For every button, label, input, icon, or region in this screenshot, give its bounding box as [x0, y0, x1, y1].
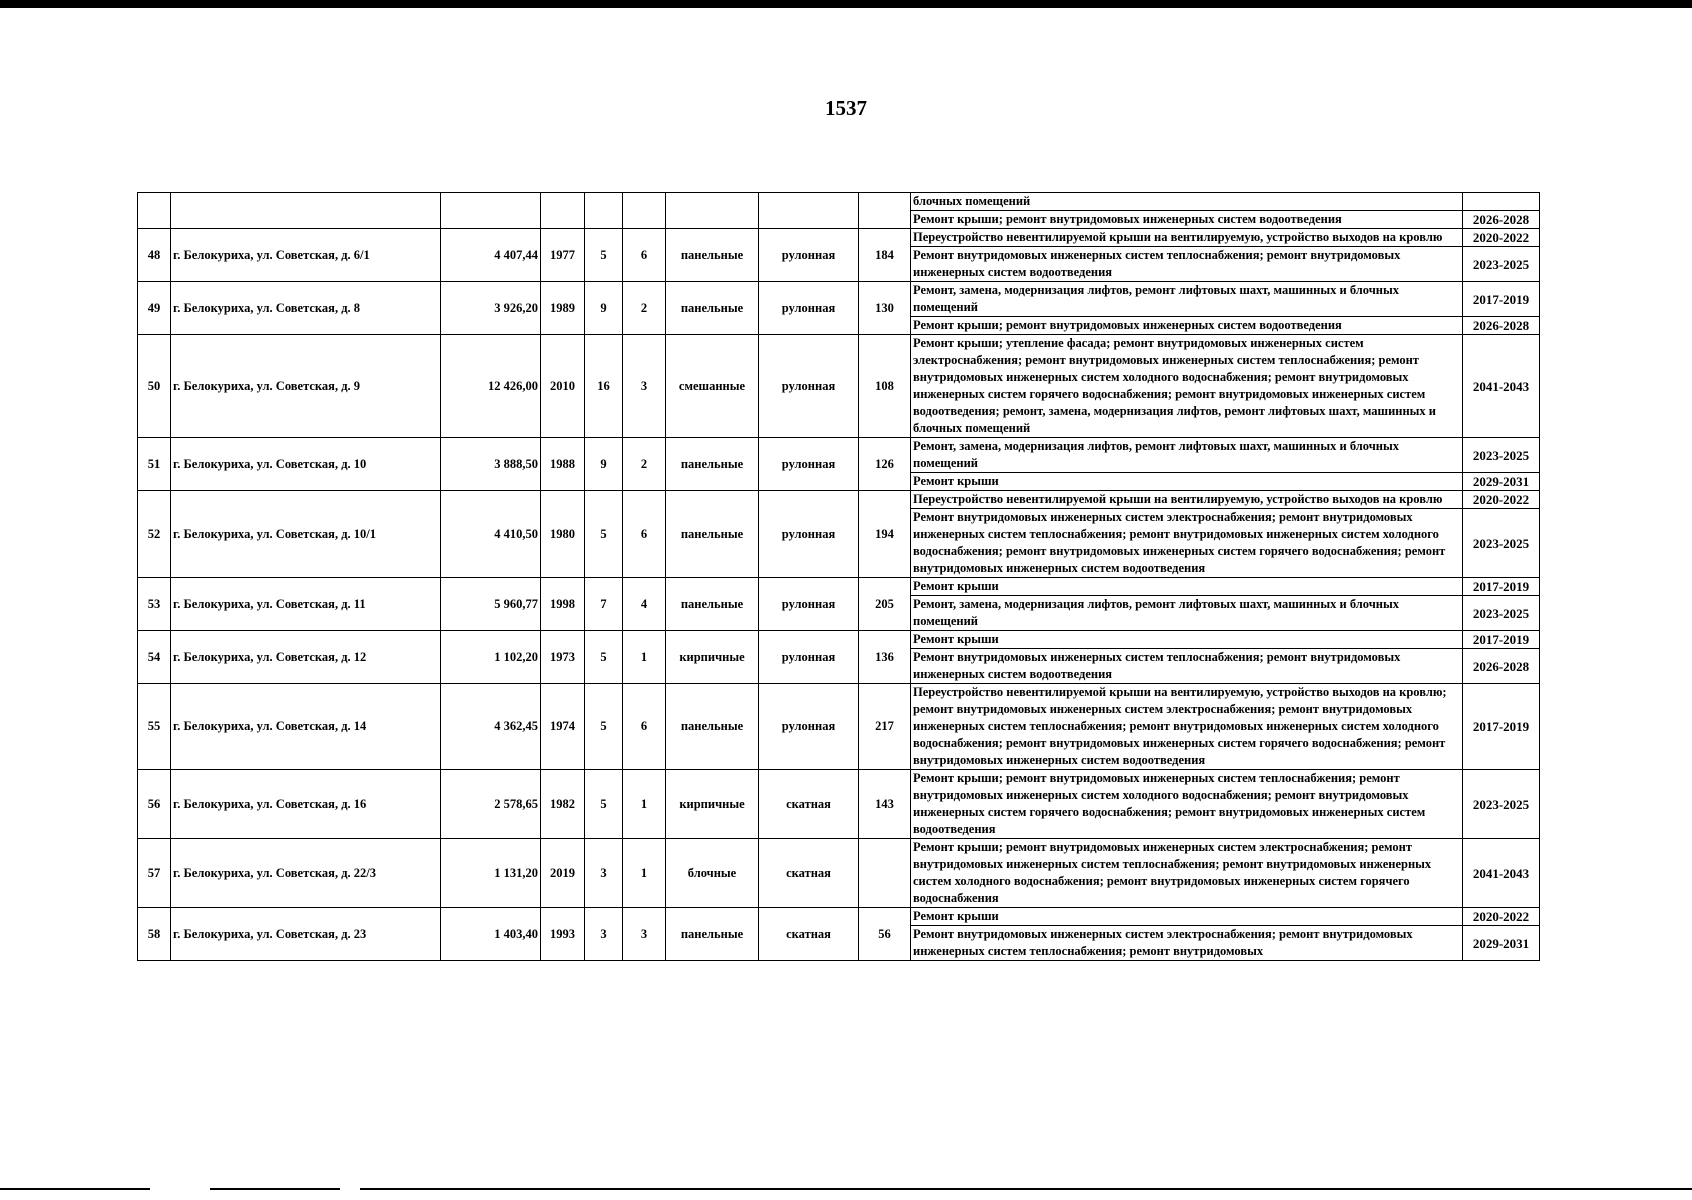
cell-entrances [623, 193, 666, 229]
cell-num: 48 [138, 229, 171, 282]
cell-year: 1993 [541, 908, 585, 961]
cell-roof: рулонная [759, 491, 859, 578]
table-body [138, 193, 1540, 961]
table-row [138, 908, 1540, 926]
cell-address: г. Белокуриха, ул. Советская, д. 6/1 [171, 229, 441, 282]
cell-residents: 205 [859, 578, 911, 631]
cell-work: Ремонт, замена, модернизация лифтов, ремонт лифтовых шахт, машинных и блочных помещений [911, 438, 1463, 473]
cell-address: г. Белокуриха, ул. Советская, д. 8 [171, 282, 441, 335]
cell-address: г. Белокуриха, ул. Советская, д. 9 [171, 335, 441, 438]
cell-walls: панельные [666, 491, 759, 578]
cell-work: Ремонт крыши; ремонт внутридомовых инженерных систем водоотведения [911, 317, 1463, 335]
cell-period: 2023-2025 [1463, 596, 1540, 631]
cell-floors: 5 [585, 684, 623, 770]
cell-year: 1998 [541, 578, 585, 631]
cell-work: Ремонт крыши [911, 908, 1463, 926]
cell-area [441, 193, 541, 229]
cell-area: 5 960,77 [441, 578, 541, 631]
cell-period: 2023-2025 [1463, 247, 1540, 282]
cell-year: 1974 [541, 684, 585, 770]
cell-area: 1 131,20 [441, 839, 541, 908]
cell-floors: 16 [585, 335, 623, 438]
cell-residents: 136 [859, 631, 911, 684]
cell-num: 52 [138, 491, 171, 578]
cell-work: Ремонт крыши; ремонт внутридомовых инженерных систем электроснабжения; ремонт внутридомовых инженерных систем теплоснабжения; ремонт внутридомовых инженерных систем холодного водоснабжения; ремонт внутридомовых инженерных систем горячего водоснабжения [911, 839, 1463, 908]
cell-walls: панельные [666, 282, 759, 335]
cell-floors: 3 [585, 839, 623, 908]
cell-walls: смешанные [666, 335, 759, 438]
cell-address: г. Белокуриха, ул. Советская, д. 12 [171, 631, 441, 684]
cell-residents [859, 193, 911, 229]
cell-num: 58 [138, 908, 171, 961]
cell-work: Ремонт внутридомовых инженерных систем электроснабжения; ремонт внутридомовых инженерных систем теплоснабжения; ремонт внутридомовых [911, 926, 1463, 961]
cell-area: 1 403,40 [441, 908, 541, 961]
cell-walls: кирпичные [666, 631, 759, 684]
cell-year: 1973 [541, 631, 585, 684]
cell-residents [859, 839, 911, 908]
cell-floors: 9 [585, 438, 623, 491]
cell-floors [585, 193, 623, 229]
cell-period [1463, 193, 1540, 211]
table-row [138, 839, 1540, 908]
cell-entrances: 3 [623, 335, 666, 438]
cell-work: Ремонт крыши; утепление фасада; ремонт внутридомовых инженерных систем электроснабжения; ремонт внутридомовых инженерных систем теплоснабжения; ремонт внутридомовых инженерных систем холодного водоснабжения; ремонт внутридомовых инженерных систем горячего водоснабжения; ремонт внутридомовых инженерных систем водоотведения; ремонт, замена, модернизация лифтов, ремонт лифтовых шахт, машинных и блочных помещений [911, 335, 1463, 438]
cell-address [171, 193, 441, 229]
cell-work: Ремонт внутридомовых инженерных систем теплоснабжения; ремонт внутридомовых инженерных систем водоотведения [911, 649, 1463, 684]
cell-period: 2020-2022 [1463, 908, 1540, 926]
cell-address: г. Белокуриха, ул. Советская, д. 10/1 [171, 491, 441, 578]
cell-work: Ремонт крыши [911, 631, 1463, 649]
cell-entrances: 4 [623, 578, 666, 631]
cell-walls [666, 193, 759, 229]
cell-roof [759, 193, 859, 229]
cell-area: 4 407,44 [441, 229, 541, 282]
cell-entrances: 6 [623, 491, 666, 578]
cell-period: 2017-2019 [1463, 282, 1540, 317]
cell-entrances: 6 [623, 229, 666, 282]
cell-num: 57 [138, 839, 171, 908]
cell-entrances: 6 [623, 684, 666, 770]
cell-address: г. Белокуриха, ул. Советская, д. 14 [171, 684, 441, 770]
cell-period: 2020-2022 [1463, 229, 1540, 247]
cell-work: Переустройство невентилируемой крыши на вентилируемую, устройство выходов на кровлю [911, 491, 1463, 509]
cell-floors: 3 [585, 908, 623, 961]
cell-residents: 184 [859, 229, 911, 282]
cell-period: 2017-2019 [1463, 684, 1540, 770]
cell-walls: панельные [666, 684, 759, 770]
cell-period: 2023-2025 [1463, 438, 1540, 473]
cell-walls: панельные [666, 229, 759, 282]
cell-num: 55 [138, 684, 171, 770]
cell-roof: скатная [759, 908, 859, 961]
cell-residents: 143 [859, 770, 911, 839]
table-row [138, 335, 1540, 438]
cell-address: г. Белокуриха, ул. Советская, д. 22/3 [171, 839, 441, 908]
cell-period: 2020-2022 [1463, 491, 1540, 509]
cell-work: Ремонт крыши; ремонт внутридомовых инженерных систем водоотведения [911, 211, 1463, 229]
cell-address: г. Белокуриха, ул. Советская, д. 16 [171, 770, 441, 839]
cell-work: блочных помещений [911, 193, 1463, 211]
cell-work: Ремонт крыши; ремонт внутридомовых инженерных систем теплоснабжения; ремонт внутридомовых инженерных систем холодного водоснабжения; ремонт внутридомовых инженерных систем горячего водоснабжения; ремонт внутридомовых инженерных систем водоотведения [911, 770, 1463, 839]
cell-period: 2026-2028 [1463, 317, 1540, 335]
cell-period: 2017-2019 [1463, 631, 1540, 649]
cell-residents: 126 [859, 438, 911, 491]
cell-walls: блочные [666, 839, 759, 908]
cell-num: 53 [138, 578, 171, 631]
cell-floors: 5 [585, 631, 623, 684]
cell-floors: 9 [585, 282, 623, 335]
cell-year [541, 193, 585, 229]
cell-year: 2010 [541, 335, 585, 438]
cell-num: 51 [138, 438, 171, 491]
cell-roof: рулонная [759, 631, 859, 684]
table-row [138, 282, 1540, 317]
cell-work: Ремонт внутридомовых инженерных систем электроснабжения; ремонт внутридомовых инженерных систем теплоснабжения; ремонт внутридомовых инженерных систем холодного водоснабжения; ремонт внутридомовых инженерных систем горячего водоснабжения; ремонт внутридомовых инженерных систем водоотведения [911, 509, 1463, 578]
cell-year: 1980 [541, 491, 585, 578]
cell-num [138, 193, 171, 229]
cell-period: 2026-2028 [1463, 649, 1540, 684]
cell-period: 2017-2019 [1463, 578, 1540, 596]
cell-entrances: 1 [623, 770, 666, 839]
cell-num: 50 [138, 335, 171, 438]
cell-entrances: 2 [623, 282, 666, 335]
cell-roof: скатная [759, 770, 859, 839]
cell-area: 2 578,65 [441, 770, 541, 839]
scan-border-bottom [0, 1188, 1692, 1192]
cell-walls: панельные [666, 578, 759, 631]
housing-register-table [137, 192, 1540, 961]
cell-floors: 7 [585, 578, 623, 631]
cell-work: Переустройство невентилируемой крыши на вентилируемую, устройство выходов на кровлю; ремонт внутридомовых инженерных систем электроснабжения; ремонт внутридомовых инженерных систем теплоснабжения; ремонт внутридомовых инженерных систем холодного водоснабжения; ремонт внутридомовых инженерных систем горячего водоснабжения; ремонт внутридомовых инженерных систем водоотведения [911, 684, 1463, 770]
table-row [138, 491, 1540, 509]
cell-entrances: 3 [623, 908, 666, 961]
cell-floors: 5 [585, 770, 623, 839]
cell-year: 1988 [541, 438, 585, 491]
cell-roof: рулонная [759, 684, 859, 770]
cell-walls: кирпичные [666, 770, 759, 839]
cell-address: г. Белокуриха, ул. Советская, д. 23 [171, 908, 441, 961]
cell-period: 2029-2031 [1463, 473, 1540, 491]
cell-year: 1982 [541, 770, 585, 839]
table-row [138, 229, 1540, 247]
cell-work: Ремонт, замена, модернизация лифтов, ремонт лифтовых шахт, машинных и блочных помещений [911, 596, 1463, 631]
cell-residents: 108 [859, 335, 911, 438]
table-row [138, 578, 1540, 596]
table-row [138, 684, 1540, 770]
cell-area: 12 426,00 [441, 335, 541, 438]
table-row [138, 438, 1540, 473]
page-number: 1537 [825, 96, 867, 120]
scan-border-top [0, 0, 1692, 8]
table-row [138, 770, 1540, 839]
cell-year: 1989 [541, 282, 585, 335]
cell-period: 2041-2043 [1463, 335, 1540, 438]
cell-walls: панельные [666, 908, 759, 961]
cell-num: 56 [138, 770, 171, 839]
cell-roof: рулонная [759, 335, 859, 438]
cell-walls: панельные [666, 438, 759, 491]
cell-area: 1 102,20 [441, 631, 541, 684]
cell-entrances: 2 [623, 438, 666, 491]
cell-work: Ремонт крыши [911, 578, 1463, 596]
cell-period: 2023-2025 [1463, 509, 1540, 578]
cell-roof: рулонная [759, 438, 859, 491]
cell-address: г. Белокуриха, ул. Советская, д. 11 [171, 578, 441, 631]
cell-residents: 194 [859, 491, 911, 578]
cell-roof: рулонная [759, 578, 859, 631]
cell-residents: 130 [859, 282, 911, 335]
cell-year: 1977 [541, 229, 585, 282]
cell-floors: 5 [585, 491, 623, 578]
cell-year: 2019 [541, 839, 585, 908]
cell-address: г. Белокуриха, ул. Советская, д. 10 [171, 438, 441, 491]
cell-area: 4 362,45 [441, 684, 541, 770]
cell-work: Ремонт крыши [911, 473, 1463, 491]
cell-area: 3 888,50 [441, 438, 541, 491]
cell-num: 49 [138, 282, 171, 335]
cell-period: 2026-2028 [1463, 211, 1540, 229]
cell-period: 2041-2043 [1463, 839, 1540, 908]
cell-residents: 217 [859, 684, 911, 770]
cell-work: Ремонт внутридомовых инженерных систем теплоснабжения; ремонт внутридомовых инженерных систем водоотведения [911, 247, 1463, 282]
cell-floors: 5 [585, 229, 623, 282]
cell-work: Ремонт, замена, модернизация лифтов, ремонт лифтовых шахт, машинных и блочных помещений [911, 282, 1463, 317]
cell-residents: 56 [859, 908, 911, 961]
table-row [138, 631, 1540, 649]
cell-area: 4 410,50 [441, 491, 541, 578]
cell-period: 2023-2025 [1463, 770, 1540, 839]
cell-roof: рулонная [759, 282, 859, 335]
cell-period: 2029-2031 [1463, 926, 1540, 961]
cell-num: 54 [138, 631, 171, 684]
cell-area: 3 926,20 [441, 282, 541, 335]
cell-entrances: 1 [623, 631, 666, 684]
cell-entrances: 1 [623, 839, 666, 908]
cell-roof: рулонная [759, 229, 859, 282]
cell-work: Переустройство невентилируемой крыши на вентилируемую, устройство выходов на кровлю [911, 229, 1463, 247]
cell-roof: скатная [759, 839, 859, 908]
table-row [138, 193, 1540, 211]
